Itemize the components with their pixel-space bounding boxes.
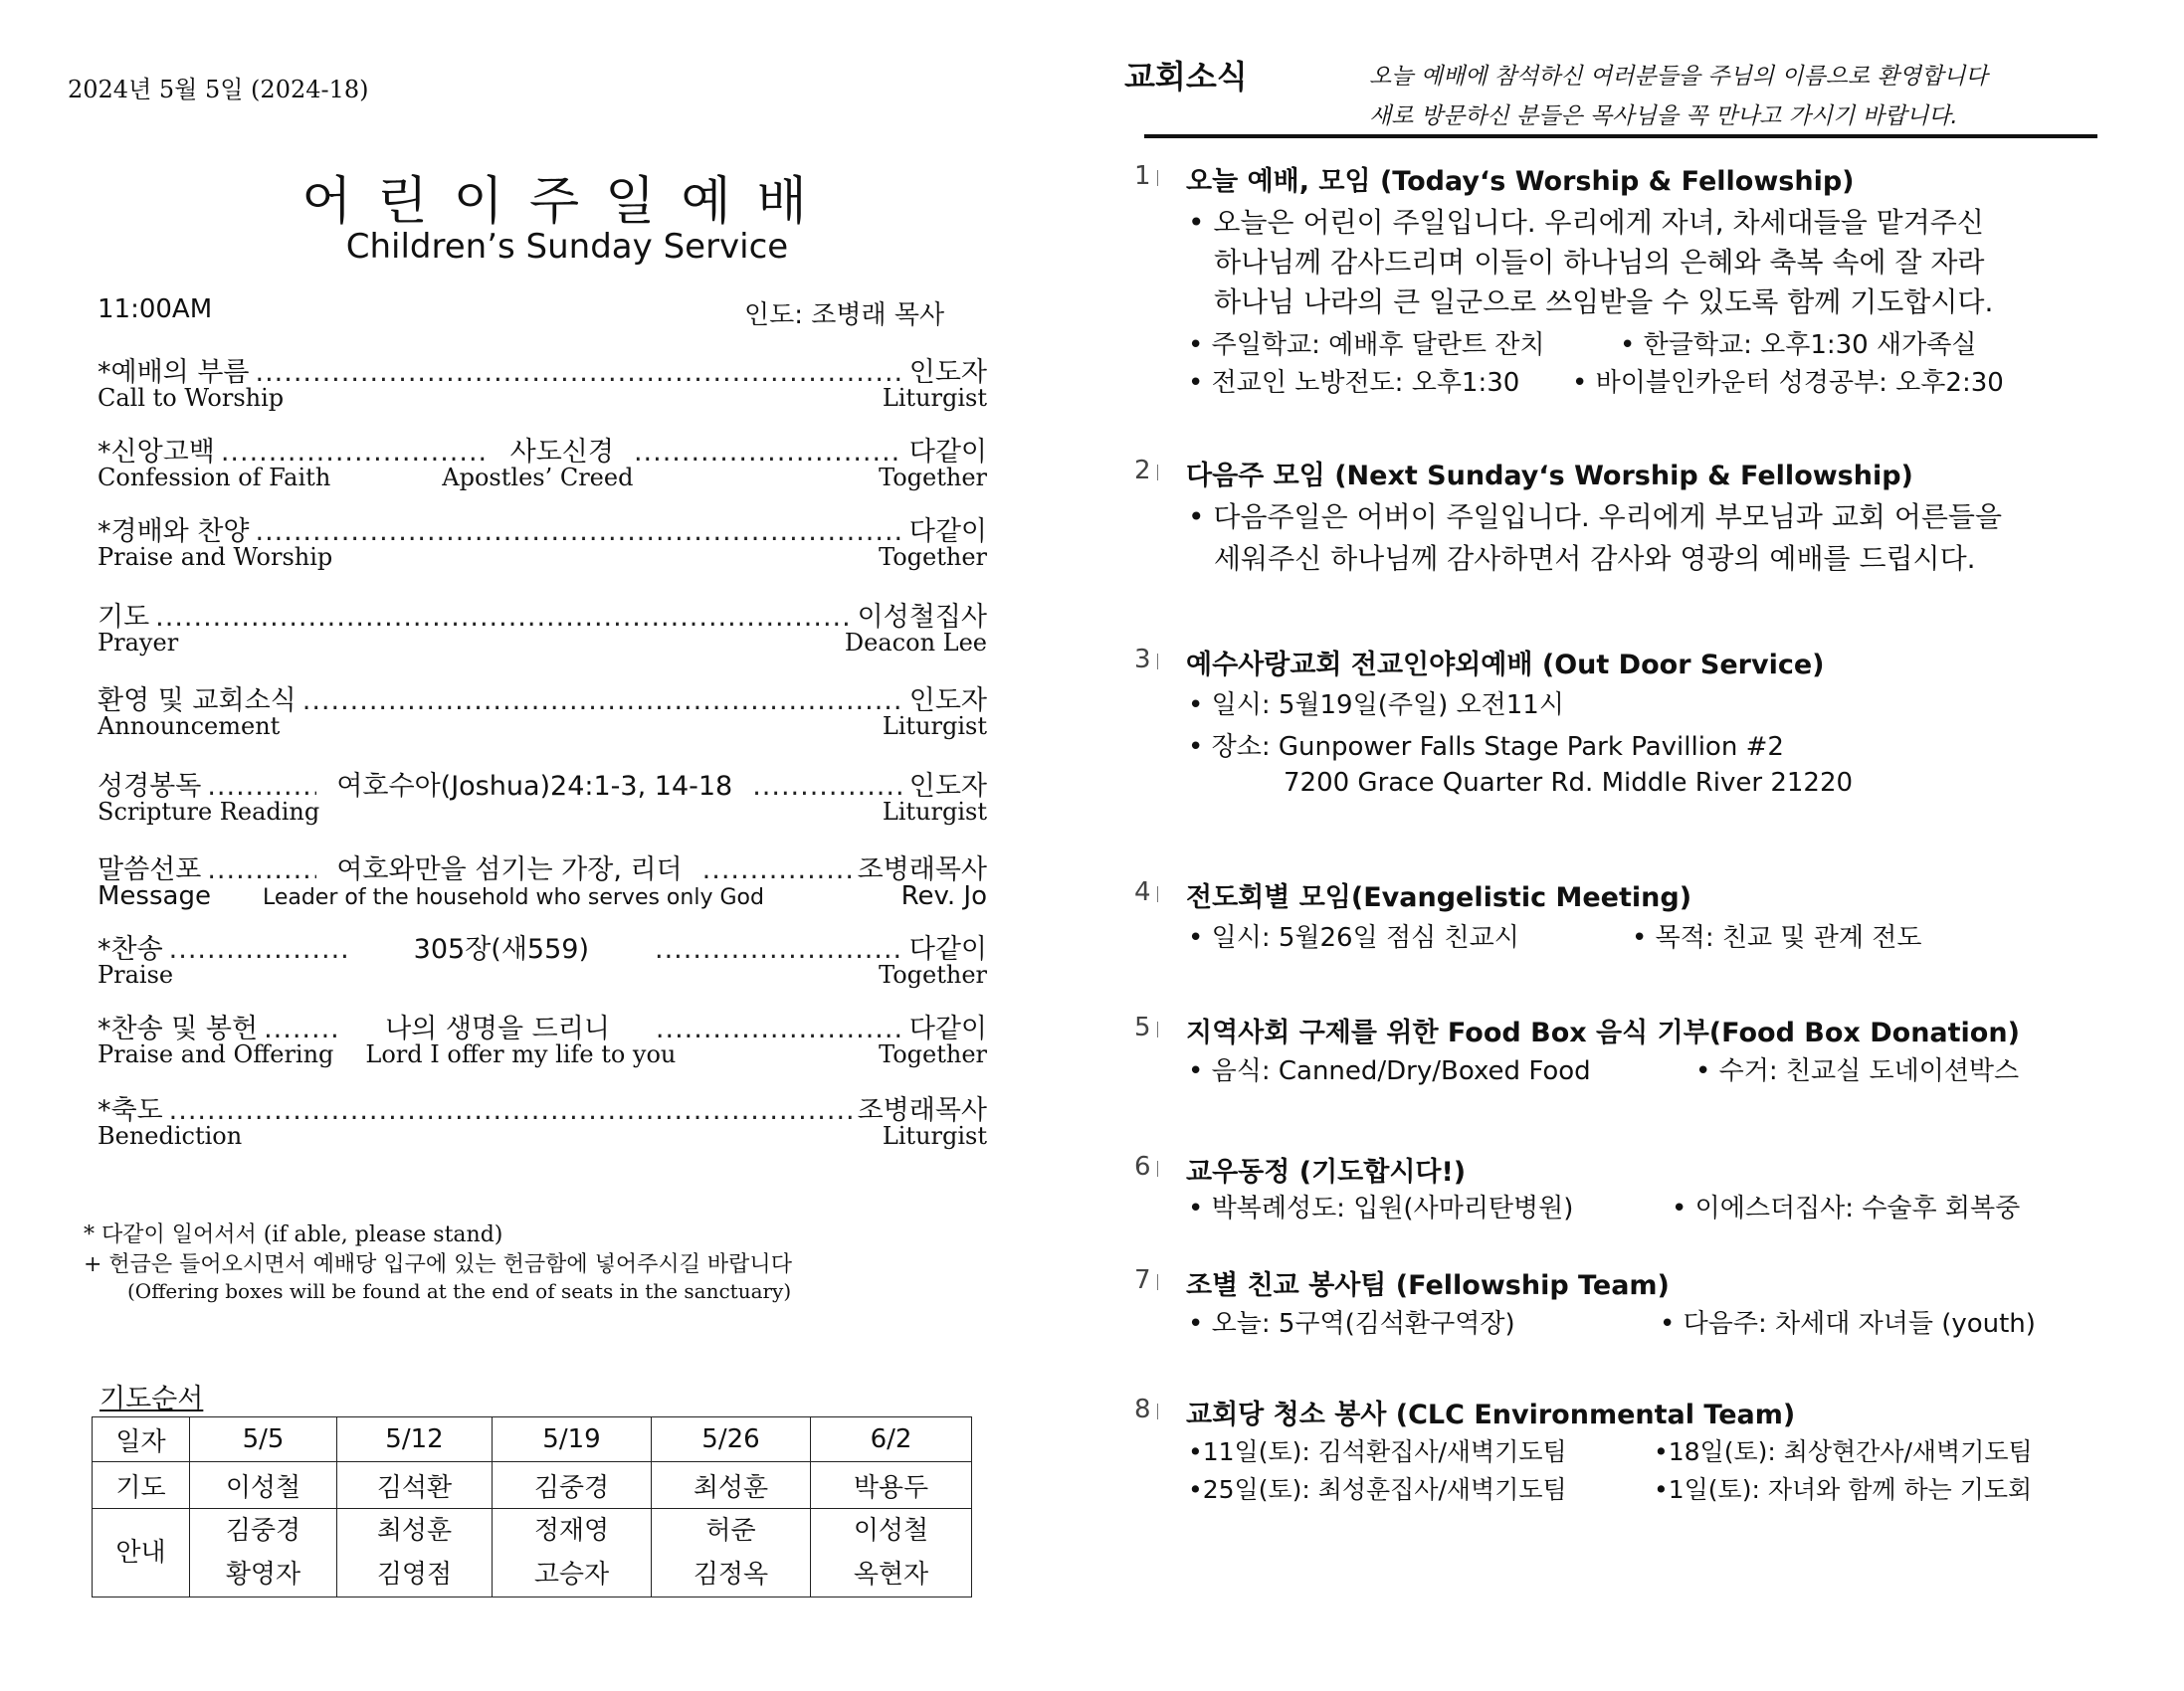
- section-number: 3: [1134, 645, 1158, 674]
- order-item-benediction: [98, 1088, 987, 1152]
- section-text: •25일(토): 최성훈집사/새벽기도팀: [1188, 1475, 1567, 1504]
- order-item-offering: [98, 1007, 987, 1070]
- section-text: •18일(토): 최상현간사/새벽기도팀: [1654, 1437, 2033, 1466]
- note-offering-en: (Offering boxes will be found at the end of seats in the sanctuary): [127, 1279, 792, 1303]
- table-header-cell: 5/26: [652, 1417, 811, 1462]
- table-cell: 허준 김정옥: [652, 1509, 811, 1597]
- dot-leader: [634, 437, 903, 468]
- order-item-person-en: Together: [879, 1040, 987, 1068]
- section-title: 전도회별 모임(Evangelistic Meeting): [1186, 882, 1692, 913]
- table-header-cell: 5/5: [190, 1417, 337, 1462]
- order-item-name: 기도: [98, 602, 150, 633]
- section-title: 교회당 청소 봉사 (CLC Environmental Team): [1186, 1400, 1796, 1430]
- order-item-name-en: Praise and Offering: [98, 1040, 334, 1068]
- dot-leader: [702, 854, 852, 885]
- order-item-detail-en: Apostles’ Creed: [442, 464, 634, 491]
- table-row-label: 기도: [93, 1462, 190, 1509]
- section-text: •11일(토): 김석환집사/새벽기도팀: [1188, 1437, 1567, 1466]
- section-title: 다음주 모임 (Next Sunday‘s Worship & Fellowship): [1186, 461, 1913, 491]
- section-text: • 다음주: 차세대 자녀들 (youth): [1660, 1309, 2036, 1339]
- order-item-name-en: Prayer: [98, 629, 179, 657]
- section-text: 7200 Grace Quarter Rd. Middle River 21220: [1284, 768, 1854, 798]
- order-item-person-en: Together: [879, 464, 987, 491]
- order-item-name: 환영 및 교회소식: [98, 685, 297, 716]
- service-time: 11:00AM: [98, 294, 213, 324]
- order-item-person: 인도자: [908, 357, 987, 388]
- section-number: 4: [1134, 877, 1158, 907]
- welcome-line-1: 오늘 예배에 참석하신 여러분들을 주님의 이름으로 환영합니다: [1369, 64, 1988, 90]
- dot-leader: [169, 1095, 852, 1126]
- order-item-person: 인도자: [908, 685, 987, 716]
- dot-leader: [656, 1014, 903, 1044]
- order-item-person: 조병래목사: [857, 1095, 987, 1126]
- order-item-detail: 305장(새559): [413, 934, 589, 965]
- order-item-name-en: Call to Worship: [98, 384, 285, 412]
- section-number: 8: [1134, 1395, 1158, 1424]
- section-title: 교우동정 (기도합시다!): [1186, 1157, 1467, 1188]
- section-text: • 음식: Canned/Dry/Boxed Food: [1188, 1056, 1591, 1086]
- table-cell: 김중경 황영자: [190, 1509, 337, 1597]
- order-item-person-en: Liturgist: [882, 384, 987, 412]
- order-item-praise: [98, 927, 987, 991]
- order-item-name: 성경봉독: [98, 771, 202, 802]
- section-title: 지역사회 구제를 위한 Food Box 음식 기부(Food Box Donation): [1186, 1018, 2020, 1048]
- order-item-name: 말씀선포: [98, 854, 202, 885]
- order-item-person: 다같이: [908, 1014, 987, 1044]
- news-heading: 교회소식: [1124, 58, 1248, 95]
- divider: [1144, 134, 2097, 138]
- note-offering: + 헌금은 들어오시면서 예배당 입구에 있는 헌금함에 넣어주시길 바랍니다: [84, 1252, 792, 1277]
- section-text: • 수거: 친교실 도네이션박스: [1695, 1056, 2020, 1086]
- order-item-person: 다같이: [908, 516, 987, 547]
- dot-leader: [256, 357, 903, 388]
- table-header-cell: 5/12: [337, 1417, 493, 1462]
- dot-leader: [169, 934, 348, 965]
- order-item-detail: 여호수아(Joshua)24:1-3, 14-18: [336, 771, 733, 802]
- section-title: 조별 친교 봉사팀 (Fellowship Team): [1186, 1270, 1670, 1301]
- welcome-line-2: 새로 방문하신 분들은 목사님을 꼭 만나고 가시기 바랍니다.: [1369, 103, 1958, 129]
- order-item-praise-worship: [98, 509, 987, 573]
- order-item-person-en: Together: [879, 961, 987, 989]
- order-item-detail: 나의 생명을 드리니: [385, 1014, 610, 1044]
- section-bullet: • 주일학교: 예배후 달란트 잔치: [1188, 330, 1545, 360]
- section-text: • 장소: Gunpower Falls Stage Park Pavillion #2: [1188, 732, 1784, 762]
- order-item-person: 인도자: [908, 771, 987, 802]
- order-item-prayer: [98, 595, 987, 658]
- order-item-name: *신앙고백: [98, 437, 215, 468]
- table-cell: 박용두: [811, 1462, 972, 1509]
- section-text: • 이에스더집사: 수술후 회복중: [1672, 1194, 2021, 1223]
- order-item-name-en: Scripture Reading: [98, 798, 320, 826]
- section-text: • 오늘: 5구역(김석환구역장): [1188, 1309, 1515, 1339]
- table-cell: 이성철: [190, 1462, 337, 1509]
- order-item-scripture: [98, 764, 987, 828]
- order-item-detail: 사도신경: [509, 437, 614, 468]
- order-item-person-en: Liturgist: [882, 712, 987, 740]
- table-header-cell: 5/19: [493, 1417, 652, 1462]
- order-item-person-en: Together: [879, 543, 987, 571]
- order-item-name: *찬송 및 봉헌: [98, 1014, 259, 1044]
- order-item-detail-en: Leader of the household who serves only God: [262, 885, 764, 910]
- prayer-schedule-table: [92, 1416, 972, 1597]
- section-bullet: • 바이블인카운터 성경공부: 오후2:30: [1572, 368, 2004, 398]
- section-text: • 일시: 5월26일 점심 친교시: [1188, 923, 1519, 953]
- section-bullet: • 전교인 노방전도: 오후1:30: [1188, 368, 1520, 398]
- order-item-name: *예배의 부름: [98, 357, 250, 388]
- dot-leader: [155, 602, 851, 633]
- order-item-person: 이성철집사: [857, 602, 987, 633]
- service-leader: 인도: 조병래 목사: [744, 300, 945, 330]
- order-item-message: [98, 847, 987, 911]
- section-text: • 목적: 친교 및 관계 전도: [1632, 923, 1922, 953]
- table-cell: 정재영 고승자: [493, 1509, 652, 1597]
- order-item-announcement: [98, 678, 987, 742]
- section-text: •1일(토): 자녀와 함께 하는 기도회: [1654, 1475, 2033, 1504]
- order-item-name-en: Message: [98, 881, 211, 911]
- section-text: 세워주신 하나님께 감사하면서 감사와 영광의 예배를 드립시다.: [1214, 542, 1976, 575]
- dot-leader: [302, 685, 903, 716]
- section-text: 하나님 나라의 큰 일군으로 쓰임받을 수 있도록 함께 기도합시다.: [1214, 285, 1994, 318]
- table-cell: 최성훈 김영점: [337, 1509, 493, 1597]
- order-item-name: *축도: [98, 1095, 163, 1126]
- bulletin-date: 2024년 5월 5일 (2024-18): [68, 76, 369, 103]
- dot-leader: [256, 516, 903, 547]
- order-item-person-en: Liturgist: [882, 798, 987, 826]
- order-item-confession: [98, 430, 987, 493]
- dot-leader: [207, 854, 316, 885]
- table-cell: 김중경: [493, 1462, 652, 1509]
- section-text: • 박복례성도: 입원(사마리탄병원): [1188, 1194, 1574, 1223]
- order-item-call-to-worship: [98, 350, 987, 414]
- order-item-name-en: Confession of Faith: [98, 464, 331, 491]
- table-row-label: 안내: [93, 1509, 190, 1597]
- order-item-name-en: Announcement: [98, 712, 281, 740]
- order-item-person-en: Rev. Jo: [900, 881, 987, 911]
- section-text: 하나님께 감사드리며 이들이 하나님의 은혜와 축복 속에 잘 자라: [1214, 246, 1985, 279]
- table-cell: 김석환: [337, 1462, 493, 1509]
- note-stand: * 다같이 일어서서 (if able, please stand): [84, 1222, 503, 1247]
- section-title: 오늘 예배, 모임 (Today‘s Worship & Fellowship): [1186, 166, 1855, 197]
- order-item-name-en: Praise and Worship: [98, 543, 333, 571]
- section-number: 6: [1134, 1152, 1158, 1182]
- order-item-name: *경배와 찬양: [98, 516, 250, 547]
- section-text: • 다음주일은 어버이 주일입니다. 우리에게 부모님과 교회 어른들을: [1188, 500, 2003, 533]
- section-text: • 오늘은 어린이 주일입니다. 우리에게 자녀, 차세대들을 맡겨주신: [1188, 206, 1984, 239]
- order-item-name-en: Benediction: [98, 1122, 243, 1150]
- order-item-person-en: Deacon Lee: [844, 629, 987, 657]
- order-item-person: 다같이: [908, 437, 987, 468]
- service-title-korean: 어린이주일예배: [301, 172, 833, 232]
- order-item-detail: 여호와만을 섬기는 가장, 리더: [336, 854, 683, 885]
- section-number: 1: [1134, 161, 1158, 191]
- table-cell: 최성훈: [652, 1462, 811, 1509]
- service-title-english: Children’s Sunday Service: [345, 227, 789, 267]
- dot-leader: [655, 934, 903, 965]
- table-header-cell: 6/2: [811, 1417, 972, 1462]
- table-cell: 이성철 옥현자: [811, 1509, 972, 1597]
- order-item-person-en: Liturgist: [882, 1122, 987, 1150]
- section-number: 7: [1134, 1265, 1158, 1295]
- table-row: [93, 1417, 972, 1462]
- section-number: 5: [1134, 1013, 1158, 1042]
- section-number: 2: [1134, 456, 1158, 485]
- order-item-name: *찬송: [98, 934, 163, 965]
- section-bullet: • 한글학교: 오후1:30 새가족실: [1620, 330, 1977, 360]
- order-item-name-en: Praise: [98, 961, 174, 989]
- order-item-detail-en: Lord I offer my life to you: [365, 1040, 677, 1068]
- table-row: [93, 1509, 972, 1597]
- dot-leader: [752, 771, 903, 802]
- table-header-cell: 일자: [93, 1417, 190, 1462]
- section-text: • 일시: 5월19일(주일) 오전11시: [1188, 690, 1564, 720]
- order-item-person: 다같이: [908, 934, 987, 965]
- prayer-schedule-title: 기도순서: [99, 1384, 204, 1414]
- section-title: 예수사랑교회 전교인야외예배 (Out Door Service): [1186, 650, 1825, 680]
- order-item-person: 조병래목사: [857, 854, 987, 885]
- table-row: [93, 1462, 972, 1509]
